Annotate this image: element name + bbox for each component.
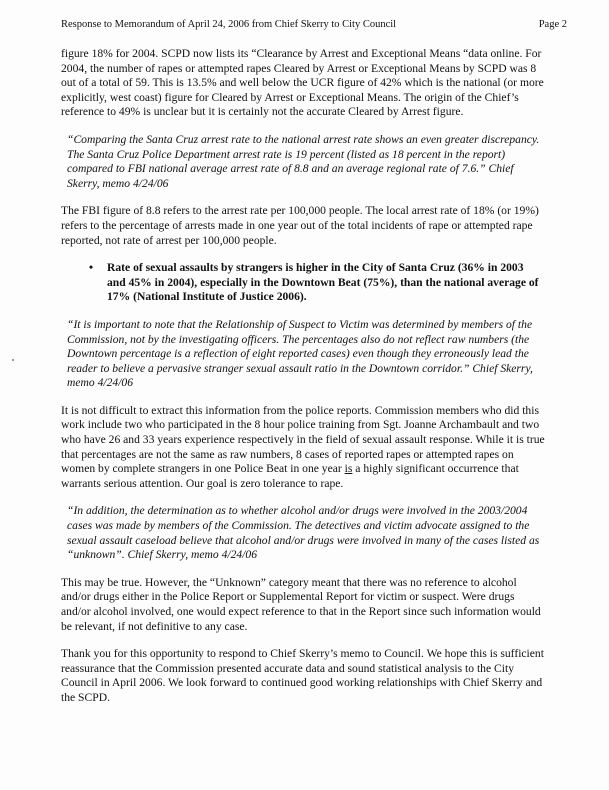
paragraph-fbi-figure: The FBI figure of 8.8 refers to the arrest rate per 100,000 people. The local arrest rate of 18% (or 19%) refers to the percentage of arrests made in one year out of the total incidents of rape or attempted rape reported, not rate of arrest per 100,000 people. xyxy=(61,204,539,247)
paragraph-unknown-category: This may be true. However, the “Unknown” category meant that there was no reference to alcohol and/or drugs either in the Police Report or Supplemental Report for victim or suspect. Were drugs and/or alcohol involved, one would expect reference to that in the Report since such information would be relevant, if not definitive to any case. xyxy=(61,575,541,633)
quote-arrest-rate: “Comparing the Santa Cruz arrest rate to the national arrest rate shows an even greater discrepancy. The Santa Cruz Police Department arrest rate is 19 percent (listed as 18 percent in the report) compared to FBI national average arrest rate of 8.8 and an average regional rate of 7.6.” Chief Skerry, memo 4/24/06 xyxy=(67,132,540,190)
page-header xyxy=(61,18,567,31)
document-body xyxy=(61,47,545,719)
bullet-text: Rate of sexual assaults by strangers is higher in the City of Santa Cruz (36% in 2003 and 45% in 2004), especially in the Downtown Beat (75%), than the national average of 17% (National Institute of Justice 2006). xyxy=(107,261,539,304)
header-title: Response to Memorandum of April 24, 2006 from Chief Skerry to City Council xyxy=(61,19,397,30)
scan-speck xyxy=(12,359,14,361)
paragraph-clearance-rate: figure 18% for 2004. SCPD now lists its “Clearance by Arrest and Exceptional Means “data online. For 2004, the number of rapes or attempted rapes Cleared by Arrest or Exceptional Means by SCPD was 8 out of a total of 59. This is 13.5% and well below the UCR figure of 42% which is the national (or more explicitly, west coast) figure for Cleared by Arrest or Exceptional Means. The origin of the Chief’s reference to 49% is unclear but it is certainly not the accurate Cleared by Arrest figure. xyxy=(61,47,544,119)
paragraph-police-reports xyxy=(61,404,545,492)
emphasis-is: is xyxy=(344,462,353,476)
quote-alcohol-drugs: “In addition, the determination as to whether alcohol and/or drugs were involved in the 2003/2004 cases was made by members of the Commission. The detectives and victim advocate assigned to the sexual assault caseload believe that alcohol and/or drugs were involved in many of the cases listed as “unknown”. Chief Skerry, memo 4/24/06 xyxy=(67,504,540,562)
bullet-stranger-assault-rate xyxy=(61,261,545,305)
page-number: Page 2 xyxy=(538,19,567,30)
paragraph-police-reports-end: a highly significant occurrence that warrants serious attention. Our goal is zero tolerance to rape. xyxy=(61,462,519,490)
paragraph-closing: Thank you for this opportunity to respond to Chief Skerry’s memo to Council. We hope this is sufficient reassurance that the Commission presented accurate data and sound statistical analysis to the City Council in April 2006. We look forward to continued good working relationships with Chief Skerry and the SCPD. xyxy=(61,647,544,704)
bullet-icon: • xyxy=(89,261,94,275)
paragraph-police-reports-text: It is not difficult to extract this information from the police reports. Commission members who did this work include two who participated in the 8 hour police training from Sgt. Joanne Archambault and two who have 26 and 33 years experience respectively in the field of sexual assault response. While it is true that percentages are not the same as raw numbers, 8 cases of reported rapes or attempted rapes on women by complete strangers in one Police Beat in one year xyxy=(61,403,545,476)
quote-relationship: “It is important to note that the Relationship of Suspect to Victim was determined by members of the Commission, not by the investigating officers. The percentages also do not reflect raw numbers (the Downtown percentage is a reflection of eight reported cases) even though they erroneously lead the reader to believe a pervasive stranger sexual assault ratio in the Downtown corridor.” Chief Skerry, memo 4/24/06 xyxy=(67,317,533,390)
